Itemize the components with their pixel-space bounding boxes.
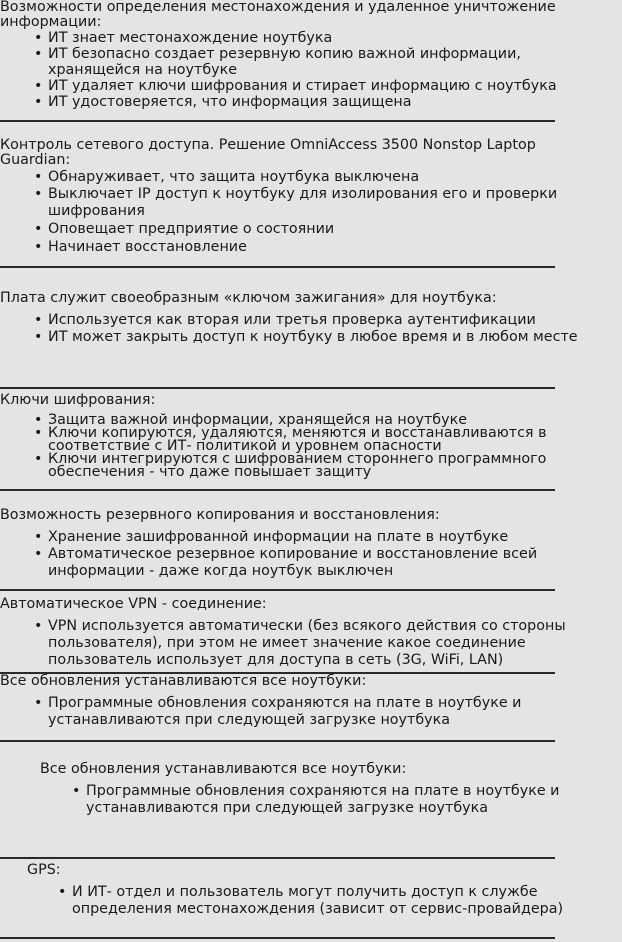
section-heading: Все обновления устанавливаются все ноутбуки:: [0, 673, 367, 689]
list-item: • Ключи копируются, удаляются, меняются и восстанавливаются в соответствие с ИТ- политикой и уровнем опасности: [34, 427, 609, 453]
section-vpn: [0, 596, 622, 669]
section-heading: Возможности определения местонахождения и удаленное уничтожение информации:: [0, 0, 556, 30]
section-heading: Контроль сетевого доступа. Решение OmniAccess 3500 Nonstop Laptop Guardian:: [0, 137, 536, 168]
section-encryption-keys: [0, 392, 622, 479]
list-item: • Программные обновления сохраняются на плате в ноутбуке и устанавливаются при следующей загрузке ноутбука: [72, 783, 612, 817]
list-item: • Хранение зашифрованной информации на плате в ноутбуке: [34, 529, 594, 546]
list-item: • ИТ удостоверяется, что информация защищена: [34, 94, 609, 110]
section-heading: Плата служит своеобразным «ключом зажигания» для ноутбука:: [0, 290, 497, 306]
section-heading: Все обновления устанавливаются все ноутбуки:: [40, 761, 407, 777]
bullet-list: [34, 695, 579, 729]
divider: [0, 740, 555, 742]
bullet-list: [34, 618, 619, 669]
list-item: • ИТ может закрыть доступ к ноутбуку в любое время и в любом месте: [34, 329, 594, 346]
list-item: • Обнаруживает, что защита ноутбука выключена: [34, 168, 609, 186]
section-heading: Автоматическое VPN - соединение:: [0, 596, 267, 612]
section-network-access: [0, 138, 622, 256]
bullet-list: [34, 414, 609, 479]
section-gps: [0, 862, 622, 918]
section-heading: GPS:: [27, 862, 61, 878]
list-item: • ИТ безопасно создает резервную копию важной информации, хранящейся на ноутбуке: [34, 46, 609, 78]
section-heading: Ключи шифрования:: [0, 392, 156, 408]
section-updates-repeat: [0, 761, 622, 817]
list-item: • VPN используется автоматически (без всякого действия со стороны пользователя), при этом не имеет значение какое соединение пользователь использует для доступа в сеть (3G, WiFi, LAN): [34, 618, 619, 669]
section-backup-restore: [0, 507, 622, 580]
list-item: • Программные обновления сохраняются на плате в ноутбуке и устанавливаются при следующей загрузке ноутбука: [34, 695, 579, 729]
list-item: • ИТ удаляет ключи шифрования и стирает информацию с ноутбука: [34, 78, 609, 94]
list-item: • ИТ знает местонахождение ноутбука: [34, 30, 609, 46]
section-ignition-key: [0, 290, 622, 346]
divider: [0, 937, 555, 939]
section-updates: [0, 673, 622, 729]
list-item: • Выключает IP доступ к ноутбуку для изолирования его и проверки шифрования: [34, 186, 609, 220]
bullet-list: [34, 529, 594, 580]
section-heading: Возможность резервного копирования и восстановления:: [0, 507, 440, 523]
divider: [0, 857, 555, 859]
bullet-list: [58, 884, 603, 918]
divider: [0, 489, 555, 491]
divider: [0, 120, 555, 122]
list-item: • Защита важной информации, хранящейся на ноутбуке: [34, 414, 609, 427]
list-item: • Используется как вторая или третья проверка аутентификации: [34, 312, 594, 329]
divider: [0, 387, 555, 389]
bullet-list: [72, 783, 612, 817]
list-item: • Начинает восстановление: [34, 238, 609, 256]
list-item: • Автоматическое резервное копирование и восстановление всей информации - даже когда ноутбук выключен: [34, 546, 594, 580]
list-item: • И ИТ- отдел и пользователь могут получить доступ к службе определения местонахождения (зависит от сервис-провайдера): [58, 884, 603, 918]
list-item: • Оповещает предприятие о состоянии: [34, 220, 609, 238]
bullet-list: [34, 312, 594, 346]
section-location-wipe: [0, 0, 622, 110]
bullet-list: [34, 30, 609, 110]
bullet-list: [34, 168, 609, 256]
divider: [0, 266, 555, 268]
list-item: • Ключи интегрируются с шифрованием стороннего программного обеспечения - что даже повышает защиту: [34, 453, 609, 479]
divider: [0, 589, 555, 591]
